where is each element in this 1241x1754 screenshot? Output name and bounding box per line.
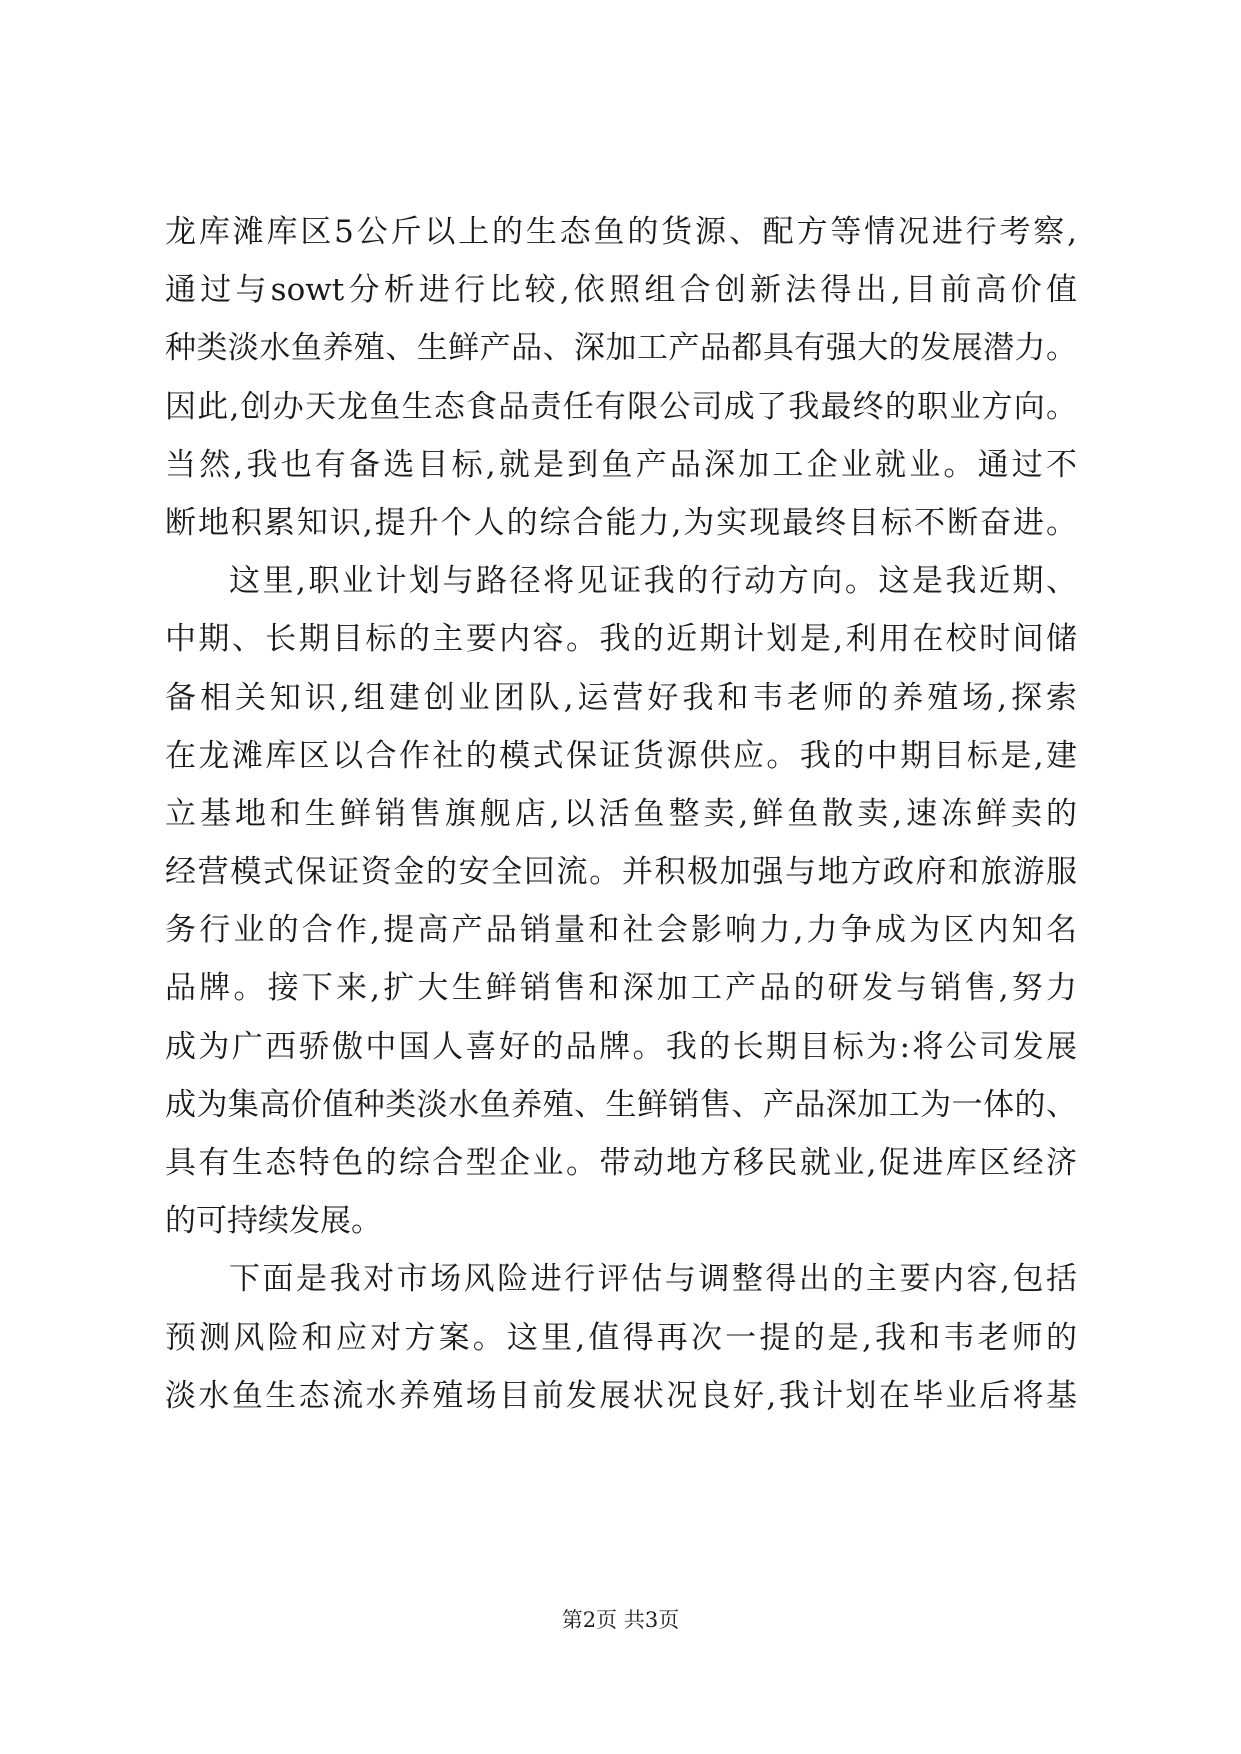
text-line: 当然,我也有备选目标,就是到鱼产品深加工企业就业。通过不 (165, 446, 1077, 483)
page-footer: 第2页 共3页 (561, 1608, 680, 1632)
text-line: 经营模式保证资金的安全回流。并积极加强与地方政府和旅游服 (165, 854, 1077, 891)
text-line: 的可持续发展。 (165, 1203, 382, 1240)
text-line: 立基地和生鲜销售旗舰店,以活鱼整卖,鲜鱼散卖,速冻鲜卖的 (165, 795, 1077, 832)
text-line: 务行业的合作,提高产品销量和社会影响力,力争成为区内知名 (165, 912, 1077, 949)
text-line: 成为集高价值种类淡水鱼养殖、生鲜销售、产品深加工为一体的、 (165, 1086, 1077, 1123)
text-line: 因此,创办天龙鱼生态食品责任有限公司成了我最终的职业方向。 (165, 388, 1077, 425)
text-line: 龙库滩库区5公斤以上的生态鱼的货源、配方等情况进行考察, (165, 214, 1077, 250)
text-line: 具有生态特色的综合型企业。带动地方移民就业,促进库区经济 (165, 1145, 1077, 1181)
text-line: 淡水鱼生态流水养殖场目前发展状况良好,我计划在毕业后将基 (165, 1377, 1077, 1414)
text-line: 预测风险和应对方案。这里,值得再次一提的是,我和韦老师的 (165, 1319, 1077, 1356)
text-line: 断地积累知识,提升个人的综合能力,为实现最终目标不断奋进。 (165, 504, 1077, 541)
text-line: 中期、长期目标的主要内容。我的近期计划是,利用在校时间储 (165, 621, 1077, 658)
text-line: 这里,职业计划与路径将见证我的行动方向。这是我近期、 (229, 563, 1077, 600)
text-line: 成为广西骄傲中国人喜好的品牌。我的长期目标为:将公司发展 (165, 1028, 1077, 1065)
text-line: 通过与sowt分析进行比较,依照组合创新法得出,目前高价值 (165, 272, 1077, 309)
text-line: 下面是我对市场风险进行评估与调整得出的主要内容,包括 (229, 1261, 1077, 1298)
text-line: 种类淡水鱼养殖、生鲜产品、深加工产品都具有强大的发展潜力。 (165, 330, 1077, 367)
document-body (165, 203, 1077, 1425)
text-line: 品牌。接下来,扩大生鲜销售和深加工产品的研发与销售,努力 (165, 970, 1077, 1007)
text-line: 备相关知识,组建创业团队,运营好我和韦老师的养殖场,探索 (165, 679, 1077, 716)
text-line: 在龙滩库区以合作社的模式保证货源供应。我的中期目标是,建 (165, 737, 1077, 774)
